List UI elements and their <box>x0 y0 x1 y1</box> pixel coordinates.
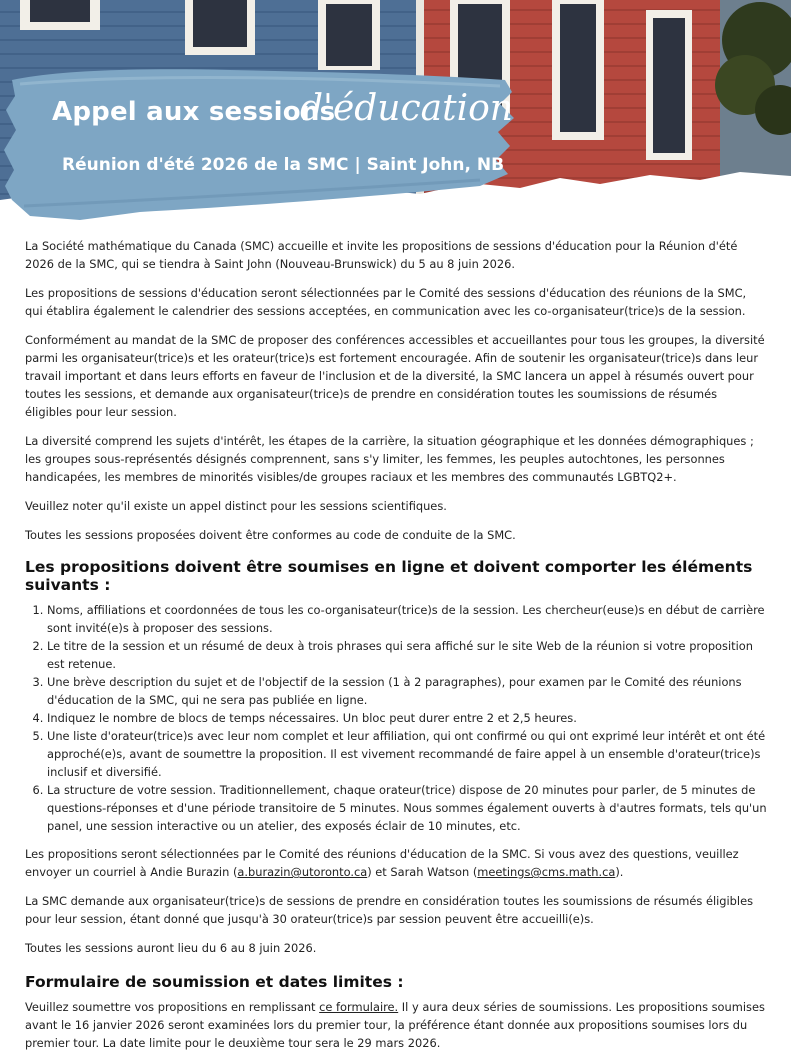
contact-text: ). <box>615 865 624 879</box>
page-subtitle: Réunion d'été 2026 de la SMC | Saint John, NB <box>62 155 505 175</box>
header-banner <box>0 0 791 225</box>
requirements-heading: Les propositions doivent être soumises en ligne et doivent comporter les éléments suivants : <box>25 558 753 594</box>
contact-paragraph <box>25 845 767 881</box>
contact-text: ) et Sarah Watson ( <box>367 865 478 879</box>
email-link-burazin[interactable]: a.burazin@utoronto.ca <box>237 865 368 879</box>
list-item: 1. Noms, affiliations et coordonnées de tous les co-organisateur(trice)s de la session. Les chercheur(euse)s en début de carrière sont invité(e)s à proposer des sessions. <box>47 601 767 637</box>
list-item: 5. Une liste d'orateur(trice)s avec leur nom complet et leur affiliation, qui ont confirmé ou qui ont exprimé leur intérêt et ont été approché(e)s, avant de soumettre la proposition. Il est vivement recommandé de faire appel à un ensemble d'orateur(trice)s inclusif et diversifié. <box>47 727 767 781</box>
page-title: Appel aux sessions <box>52 97 336 127</box>
email-link-meetings[interactable]: meetings@cms.math.ca <box>477 865 616 879</box>
intro-paragraph: Conformément au mandat de la SMC de proposer des conférences accessibles et accueillantes pour tous les groupes, la diversité parmi les organisateur(trice)s et les orateur(trice)s est fortement encouragée. Afin de soutenir les organisateur(trice)s dans leur travail important et dans leurs efforts en faveur de l'inclusion et de la diversité, la SMC lancera un appel à résumés ouvert pour toutes les sessions, et demande aux organisateur(trice)s de prendre en considération toutes les soumissions de résumés éligibles pour leur session. <box>25 333 765 419</box>
list-item: 3. Une brève description du sujet et de l'objectif de la session (1 à 2 paragraphes), pour examen par le Comité des réunions d'éducation de la SMC, qui ne sera pas publiée en ligne. <box>47 673 767 709</box>
page-title-script: d'éducation <box>300 88 513 129</box>
form-heading: Formulaire de soumission et dates limites : <box>25 973 404 991</box>
intro-paragraph: Les propositions de sessions d'éducation seront sélectionnées par le Comité des sessions d'éducation des réunions de la SMC, qui établira également le calendrier des sessions acceptées, en communication avec les co-organisateur(trice)s de la session. <box>25 286 747 318</box>
intro-paragraph: La Société mathématique du Canada (SMC) accueille et invite les propositions de sessions d'éducation pour la Réunion d'été 2026 de la SMC, qui se tiendra à Saint John (Nouveau-Brunswick) du 5 au 8 juin 2026. <box>25 239 738 271</box>
intro-paragraph: La diversité comprend les sujets d'intérêt, les étapes de la carrière, la situation géographique et les données démographiques ; les groupes sous-représentés désignés comprennent, sans s'y limiter, les femmes, les peuples autochtones, les personnes handicapées, les membres de minorités visibles/de groupes raciaux et les membres des communautés LGBTQ2+. <box>25 434 754 484</box>
requirements-list <box>25 601 767 835</box>
form-link[interactable]: ce formulaire. <box>319 1000 399 1014</box>
intro-paragraph: Toutes les sessions proposées doivent être conformes au code de conduite de la SMC. <box>25 528 516 542</box>
main-content <box>25 237 767 1063</box>
paragraph: La SMC demande aux organisateur(trice)s de sessions de prendre en considération toutes les soumissions de résumés éligibles pour leur session, étant donné que jusqu'à 30 orateur(trice)s par session peuvent être accueilli(e)s. <box>25 894 754 926</box>
list-item: 6. La structure de votre session. Traditionnellement, chaque orateur(trice) dispose de 20 minutes pour parler, de 5 minutes de questions-réponses et d'une période transitoire de 5 minutes. Nous sommes également ouverts à d'autres formats, tels qu'un panel, une session interactive ou un atelier, des exposés éclair de 10 minutes, etc. <box>47 781 767 835</box>
list-item: 4. Indiquez le nombre de blocs de temps nécessaires. Un bloc peut durer entre 2 et 2,5 heures. <box>47 709 767 727</box>
form-text: Veuillez soumettre vos propositions en remplissant <box>25 1000 320 1014</box>
form-paragraph <box>25 998 767 1052</box>
form-text: Il y aura deux séries de soumissions. Les propositions soumises avant le 16 janvier 2026 seront examinées lors du premier tour, la préférence étant donnée aux propositions soumises lors du premier tour. La date limite pour le deuxième tour sera le 29 mars 2026. <box>25 1000 765 1050</box>
list-item: 2. Le titre de la session et un résumé de deux à trois phrases qui sera affiché sur le site Web de la réunion si votre proposition est retenue. <box>47 637 767 673</box>
contact-text: Les propositions seront sélectionnées par le Comité des réunions d'éducation de la SMC. Si vous avez des questions, veuillez envoyer un courriel à Andie Burazin ( <box>25 847 739 879</box>
intro-paragraph: Veuillez noter qu'il existe un appel distinct pour les sessions scientifiques. <box>25 499 447 513</box>
paragraph: Toutes les sessions auront lieu du 6 au 8 juin 2026. <box>25 941 317 955</box>
